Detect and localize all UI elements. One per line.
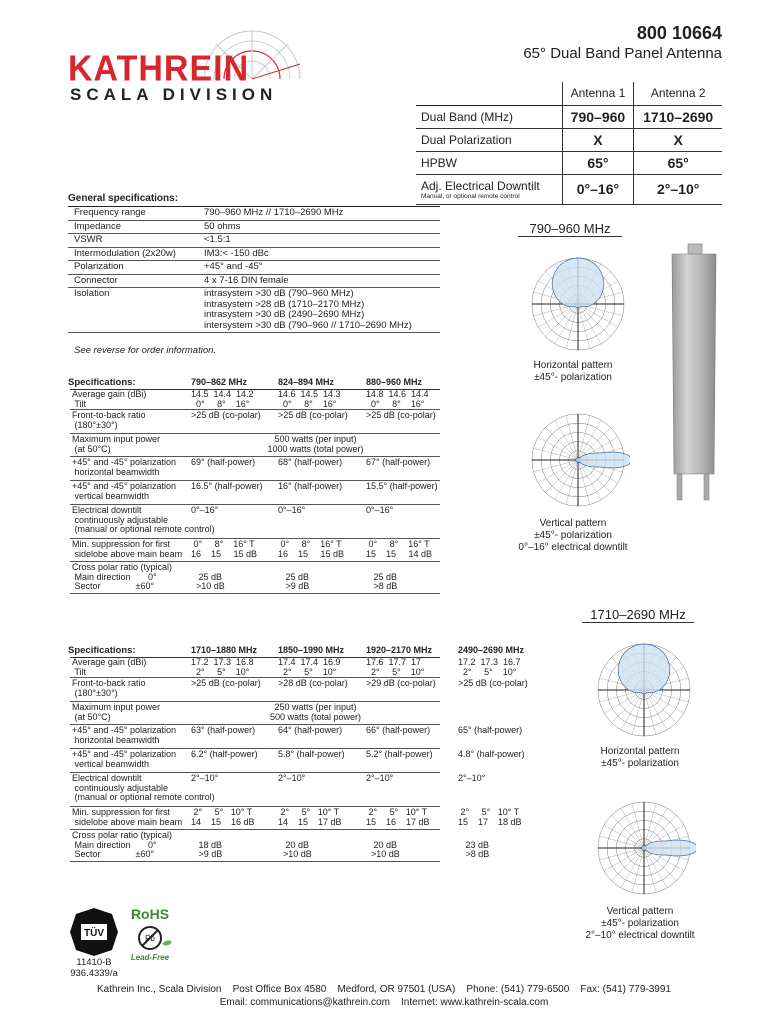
row-value: 25 dB >8 dB bbox=[373, 571, 398, 591]
polar-pattern-icon bbox=[526, 408, 630, 512]
high-band-horizontal-pattern bbox=[592, 638, 696, 745]
row-value: 14.8 14.6 14.4 0° 8° 16° bbox=[366, 389, 429, 409]
division-name: SCALA DIVISION bbox=[70, 85, 278, 104]
column-header: 1710–1880 MHz bbox=[191, 645, 258, 655]
row-label: Average gain (dBi) Tilt bbox=[72, 389, 147, 409]
row-value: 0° 8° 16° T 16 15 15 dB bbox=[278, 539, 345, 559]
high-band-vertical-pattern bbox=[592, 796, 696, 903]
logo bbox=[66, 24, 306, 104]
row-label: Front-to-back ratio (180°±30°) bbox=[72, 678, 146, 698]
antenna-image bbox=[666, 242, 722, 504]
table-row: Adj. Electrical Downtilt Manual, or optional remote control 0°–16° 2°–10° bbox=[416, 174, 722, 204]
spec-value: +45° and -45° bbox=[198, 261, 440, 275]
row-value: 67° (half-power) bbox=[366, 457, 431, 467]
antenna-1-header: Antenna 1 bbox=[562, 82, 634, 105]
low-band-horizontal-pattern bbox=[526, 252, 630, 359]
column-header: 790–862 MHz bbox=[191, 377, 248, 387]
rohs-lead-free-icon bbox=[126, 904, 176, 964]
row-label: Cross polar ratio (typical) Main direction 0° Sector ±60° bbox=[72, 562, 173, 591]
general-specs-table bbox=[68, 206, 440, 333]
row-label: Maximum input power (at 50°C) bbox=[72, 702, 161, 722]
row-label: +45° and -45° polarization horizontal beamwidth bbox=[72, 457, 177, 477]
column-header: 1920–2170 MHz bbox=[366, 645, 433, 655]
spec-value: 790–960 MHz // 1710–2690 MHz bbox=[198, 207, 440, 221]
spec-label: Frequency range bbox=[68, 207, 198, 221]
specs-title: Specifications: bbox=[68, 645, 136, 656]
spec-value: 50 ohms bbox=[198, 220, 440, 234]
row-value: 2° 5° 10° T 15 17 18 dB bbox=[458, 807, 522, 827]
row-label: Electrical downtilt continuously adjustable (manual or optional remote control) bbox=[72, 773, 215, 802]
row-value: >28 dB (co-polar) bbox=[278, 678, 348, 688]
row-value: 17.4 17.4 16.9 2° 5° 10° bbox=[278, 657, 341, 677]
low-band-vertical-pattern bbox=[526, 408, 630, 515]
high-band-vertical-caption: Vertical pattern ±45°- polarization 2°–10° electrical downtilt bbox=[585, 906, 695, 941]
spec-row bbox=[68, 274, 440, 288]
spec-label: Impedance bbox=[68, 220, 198, 234]
rohs-text: RoHS bbox=[130, 906, 170, 922]
row-label: +45° and -45° polarization horizontal beamwidth bbox=[72, 725, 177, 745]
row-value: 25 dB >9 dB bbox=[285, 571, 310, 591]
footer-contact: Email: communications@kathrein.com Internet: www.kathrein-scala.com bbox=[219, 997, 549, 1008]
row-value: 17.2 17.3 16.7 2° 5° 10° bbox=[458, 657, 521, 677]
spec-row bbox=[68, 288, 440, 333]
row-value: 5.2° (half-power) bbox=[366, 749, 433, 759]
row-value: >25 dB (co-polar) bbox=[458, 678, 528, 688]
row-value: 69° (half-power) bbox=[191, 457, 256, 467]
row-value: 2°–10° bbox=[278, 773, 306, 783]
row-value: 20 dB >10 dB bbox=[371, 839, 400, 859]
spec-row bbox=[68, 234, 440, 248]
column-header: 2490–2690 MHz bbox=[458, 645, 525, 655]
row-label: Min. suppression for first sidelobe above main beam bbox=[72, 807, 183, 827]
spec-row bbox=[68, 220, 440, 234]
low-band-horizontal-caption: Horizontal pattern ±45°- polarization bbox=[533, 360, 613, 383]
general-specs-title: General specifications: bbox=[68, 193, 179, 204]
spec-label: Isolation bbox=[68, 288, 198, 333]
row-label: Electrical downtilt continuously adjustable (manual or optional remote control) bbox=[72, 505, 215, 534]
table-row: Dual Polarization X X bbox=[416, 128, 722, 151]
row-value: 25 dB >10 dB bbox=[196, 571, 225, 591]
row-label: +45° and -45° polarization vertical beamwidth bbox=[72, 749, 177, 769]
spec-value: <1.5:1 bbox=[198, 234, 440, 248]
row-label: Front-to-back ratio (180°±30°) bbox=[72, 410, 146, 430]
row-value: 65° (half-power) bbox=[458, 725, 523, 735]
product-title: 65° Dual Band Panel Antenna bbox=[523, 45, 722, 62]
tuv-text: TÜV bbox=[84, 928, 104, 939]
row-value: 64° (half-power) bbox=[278, 725, 343, 735]
row-value: 17.2 17.3 16.8 2° 5° 10° bbox=[191, 657, 254, 677]
spec-row bbox=[68, 247, 440, 261]
row-value: 2°–10° bbox=[191, 773, 219, 783]
row-value: 2° 5° 10° T 14 15 17 dB bbox=[278, 807, 342, 827]
row-value: 2° 5° 10° T 14 15 16 dB bbox=[191, 807, 255, 827]
spec-label: Connector bbox=[68, 274, 198, 288]
polar-pattern-icon bbox=[592, 796, 696, 900]
row-value: >25 dB (co-polar) bbox=[278, 410, 348, 420]
lead-free-text: Lead-Free bbox=[130, 953, 170, 962]
svg-text:Pb: Pb bbox=[145, 934, 155, 943]
row-value: 68° (half-power) bbox=[278, 457, 343, 467]
row-label: Cross polar ratio (typical) Main direction 0° Sector ±60° bbox=[72, 830, 173, 859]
row-value: 2°–10° bbox=[366, 773, 394, 783]
specs-title: Specifications: bbox=[68, 377, 136, 388]
column-header: 880–960 MHz bbox=[366, 377, 423, 387]
row-value: 14.6 14.5 14.3 0° 8° 16° bbox=[278, 389, 341, 409]
spec-row bbox=[68, 261, 440, 275]
row-value: 500 watts (per input) 1000 watts (total power) bbox=[267, 434, 364, 454]
spec-label: VSWR bbox=[68, 234, 198, 248]
row-value: 5.8° (half-power) bbox=[278, 749, 345, 759]
row-label: +45° and -45° polarization vertical beamwidth bbox=[72, 481, 177, 501]
row-value: >25 dB (co-polar) bbox=[366, 410, 436, 420]
table-row: HPBW 65° 65° bbox=[416, 151, 722, 174]
document-ids: 11410-B 936.4339/a bbox=[70, 957, 118, 979]
tuv-certification-icon bbox=[68, 906, 120, 960]
row-value: 0°–16° bbox=[278, 505, 306, 515]
polar-pattern-icon bbox=[526, 252, 630, 356]
row-label: Maximum input power (at 50°C) bbox=[72, 434, 161, 454]
table-row: Dual Band (MHz) 790–960 1710–2690 bbox=[416, 105, 722, 128]
spec-label: Polarization bbox=[68, 261, 198, 275]
row-value: 0°–16° bbox=[191, 505, 219, 515]
column-header: 1850–1990 MHz bbox=[278, 645, 345, 655]
spec-row bbox=[68, 207, 440, 221]
row-value: 16° (half-power) bbox=[278, 481, 343, 491]
row-value: 4.8° (half-power) bbox=[458, 749, 525, 759]
downtilt-note: Manual, or optional remote control bbox=[421, 192, 520, 200]
brand-name: KATHREIN bbox=[68, 49, 250, 89]
row-value: 66° (half-power) bbox=[366, 725, 431, 735]
row-value: 17.6 17.7 17 2° 5° 10° bbox=[366, 657, 425, 677]
row-value: 23 dB >8 dB bbox=[465, 839, 490, 859]
product-number: 800 10664 bbox=[636, 23, 722, 43]
row-value: 16.5° (half-power) bbox=[191, 481, 263, 491]
spec-label: Intermodulation (2x20w) bbox=[68, 247, 198, 261]
row-value: 0° 8° 16° T 15 15 14 dB bbox=[366, 539, 433, 559]
spec-value: IM3:< -150 dBc bbox=[198, 247, 440, 261]
row-value: 15.5° (half-power) bbox=[366, 481, 438, 491]
row-value: 0°–16° bbox=[366, 505, 394, 515]
row-value: >29 dB (co-polar) bbox=[366, 678, 436, 688]
row-value: 6.2° (half-power) bbox=[191, 749, 258, 759]
row-value: 0° 8° 16° T 16 15 15 dB bbox=[191, 539, 258, 559]
spec-value: 4 x 7-16 DIN female bbox=[198, 274, 440, 288]
row-value: 2° 5° 10° T 15 16 17 dB bbox=[366, 807, 430, 827]
row-value: 63° (half-power) bbox=[191, 725, 256, 735]
row-value: >25 dB (co-polar) bbox=[191, 410, 261, 420]
row-value: 18 dB >9 dB bbox=[198, 839, 223, 859]
row-label: Average gain (dBi) Tilt bbox=[72, 657, 147, 677]
summary-table bbox=[416, 82, 722, 205]
order-info-note: See reverse for order information. bbox=[74, 345, 217, 356]
footer-address: Kathrein Inc., Scala Division Post Office Box 4580 Medford, OR 97501 (USA) Phone: (541) 779-6500 Fax: (541) 779-3991 bbox=[96, 984, 671, 995]
low-band-vertical-caption: Vertical pattern ±45°- polarization 0°–16° electrical downtilt bbox=[518, 518, 628, 553]
row-value: 2°–10° bbox=[458, 773, 486, 783]
high-band-horizontal-caption: Horizontal pattern ±45°- polarization bbox=[600, 746, 680, 769]
spec-value: intrasystem >30 dB (790–960 MHz) intrasystem >28 dB (1710–2170 MHz) intrasystem >30 dB (2490–2690 MHz) intersystem >30 dB (790–960 // 1710–2690 MHz) bbox=[198, 288, 440, 333]
column-header: 824–894 MHz bbox=[278, 377, 335, 387]
row-value: 250 watts (per input) 500 watts (total power) bbox=[269, 702, 362, 722]
row-label: Min. suppression for first sidelobe above main beam bbox=[72, 539, 183, 559]
row-value: 20 dB >10 dB bbox=[283, 839, 312, 859]
high-band-title: 1710–2690 MHz bbox=[582, 607, 694, 623]
antenna-2-header: Antenna 2 bbox=[634, 82, 722, 105]
row-value: >25 dB (co-polar) bbox=[191, 678, 261, 688]
polar-pattern-icon bbox=[592, 638, 696, 742]
row-value: 14.5 14.4 14.2 0° 8° 16° bbox=[191, 389, 254, 409]
low-band-title: 790–960 MHz bbox=[518, 221, 622, 237]
